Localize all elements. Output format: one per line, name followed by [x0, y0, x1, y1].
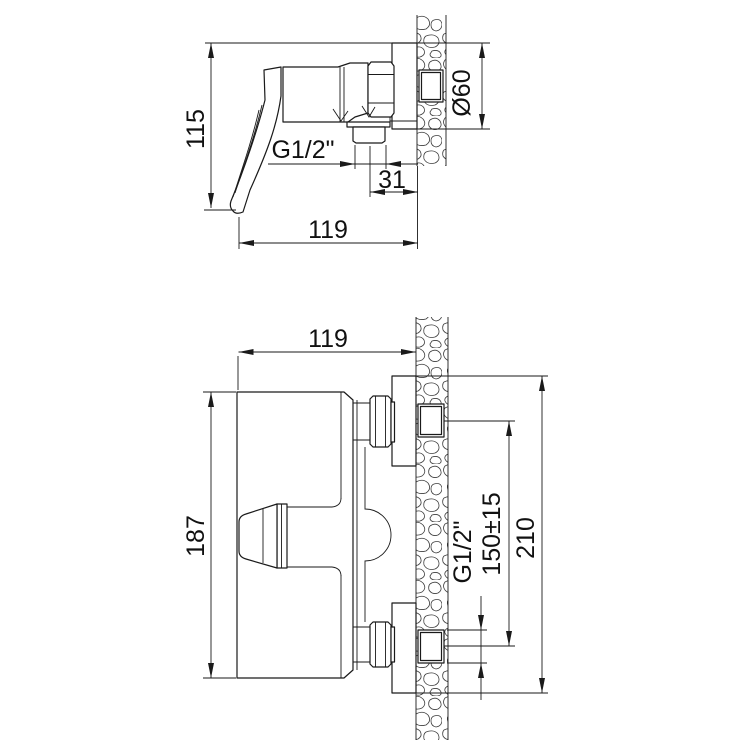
cartridge-bulge [365, 447, 391, 622]
dim-g12-label: G1/2" [271, 136, 335, 164]
dim-g12-label: G1/2" [449, 520, 477, 584]
hex-nut [368, 62, 394, 117]
dim-187-label: 187 [182, 515, 210, 557]
upper-escutcheon-plate [392, 376, 416, 466]
plan-wall-section [416, 317, 448, 740]
wall-flange [419, 70, 443, 102]
dim-d60-label: Ø60 [448, 69, 476, 117]
lower-escutcheon-plate [392, 603, 416, 693]
dim-210-label: 210 [512, 517, 540, 559]
dim-119-label: 119 [308, 216, 348, 244]
plan-view [182, 317, 548, 740]
handle-rings [277, 504, 287, 568]
dim-115-label: 115 [182, 109, 210, 149]
outlet-flange [347, 122, 390, 127]
wall-hatch [416, 317, 448, 740]
mixer-body [283, 63, 368, 122]
lower-wall-flange [418, 630, 444, 663]
dim-150-label: 150±15 [478, 492, 506, 576]
dim-31-label: 31 [378, 166, 406, 194]
side-view [182, 15, 490, 249]
union-collars [353, 403, 370, 662]
upper-wall-flange [418, 404, 444, 437]
upper-hex-nut [370, 396, 395, 447]
escutcheon-plate [392, 43, 417, 129]
plan-dimensions [182, 325, 542, 700]
dim-119-label: 119 [308, 325, 348, 353]
outlet-pipe [353, 127, 385, 143]
plan-faucet-body [237, 392, 395, 678]
lower-hex-nut [370, 622, 395, 667]
